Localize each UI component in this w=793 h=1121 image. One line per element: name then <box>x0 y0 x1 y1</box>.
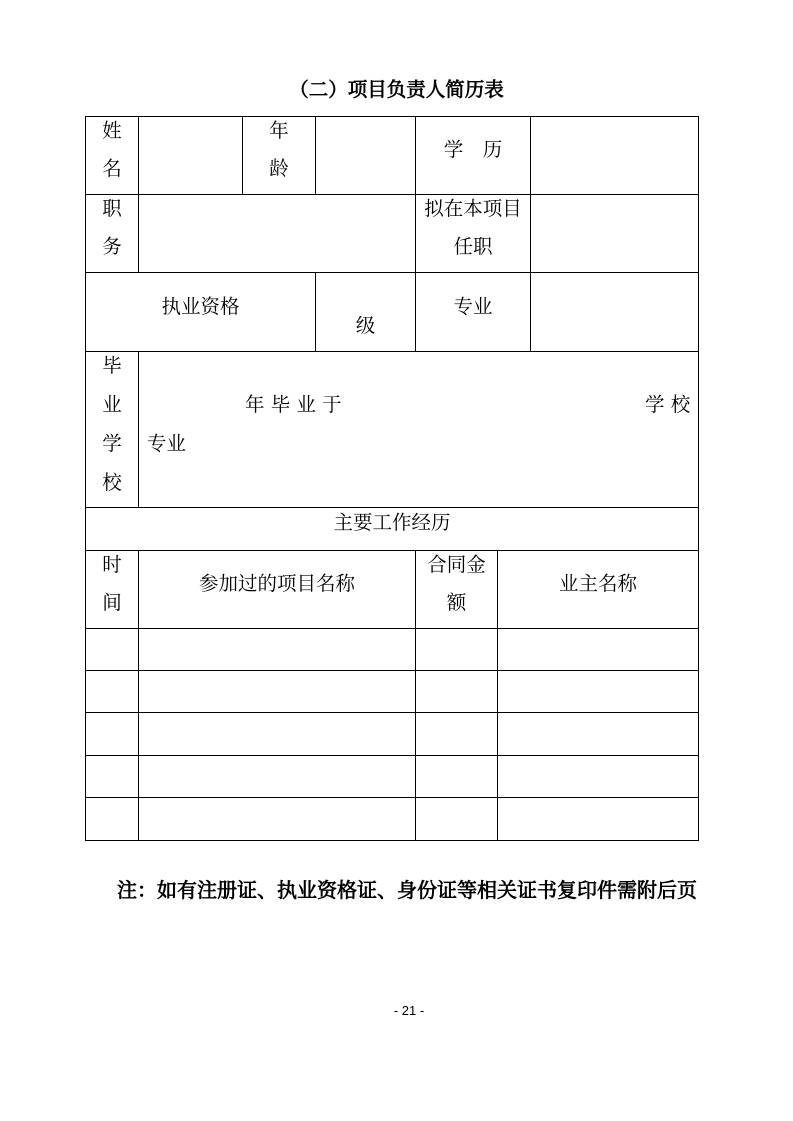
school-label: 毕业学校 <box>102 354 122 494</box>
level-label: 级 <box>355 314 376 337</box>
contract-amount-cell <box>415 670 498 713</box>
owner-name-cell <box>497 670 699 713</box>
time-cell <box>85 797 139 841</box>
age-value-cell <box>315 116 416 195</box>
major-label: 专业 <box>453 295 493 318</box>
contract-amount-header: 合同金额 <box>427 553 486 614</box>
work-experience-header-cell <box>85 507 699 551</box>
graduated-from-text: 年 毕 业 于 <box>245 393 342 416</box>
name-label: 姓名 <box>102 119 122 180</box>
owner-name-cell <box>497 628 699 671</box>
major-value-cell <box>530 272 699 352</box>
qualification-label: 执业资格 <box>161 295 240 318</box>
school-suffix-text: 学 校 <box>645 393 691 416</box>
attachment-note: 注：如有注册证、执业资格证、身份证等相关证书复印件需附后页 <box>117 878 697 902</box>
page-title: （二）项目负责人简历表 <box>289 78 504 101</box>
contract-amount-cell <box>415 797 498 841</box>
project-name-header-cell <box>138 550 416 629</box>
education-label: 学 历 <box>443 138 503 161</box>
project-name-cell <box>138 797 416 841</box>
project-name-cell <box>138 755 416 798</box>
position-label: 职务 <box>102 197 122 258</box>
contract-amount-cell <box>415 755 498 798</box>
owner-name-header: 业主名称 <box>558 572 637 595</box>
position-value-cell <box>138 194 416 273</box>
time-cell <box>85 755 139 798</box>
owner-name-cell <box>497 755 699 798</box>
qualification-label-cell <box>85 272 316 352</box>
time-cell <box>85 670 139 713</box>
proposed-role-label-cell <box>415 194 531 273</box>
education-label-cell <box>415 116 531 195</box>
contract-amount-cell <box>415 712 498 756</box>
contract-amount-cell <box>415 628 498 671</box>
owner-name-header-cell <box>497 550 699 629</box>
time-cell <box>85 628 139 671</box>
school-value-cell <box>138 351 699 508</box>
time-header: 时间 <box>102 553 122 614</box>
page-number: - 21 - <box>393 1003 425 1018</box>
major-label-cell <box>415 272 531 352</box>
time-header-cell <box>85 550 139 629</box>
major-suffix-text: 专业 <box>147 432 187 455</box>
work-experience-header: 主要工作经历 <box>333 511 451 534</box>
owner-name-cell <box>497 797 699 841</box>
time-cell <box>85 712 139 756</box>
level-cell <box>315 272 416 352</box>
project-name-cell <box>138 712 416 756</box>
school-label-cell <box>85 351 139 508</box>
contract-amount-header-cell <box>415 550 498 629</box>
proposed-role-value-cell <box>530 194 699 273</box>
age-label-cell <box>242 116 316 195</box>
name-value-cell <box>138 116 243 195</box>
position-label-cell <box>85 194 139 273</box>
education-value-cell <box>530 116 699 195</box>
proposed-role-label: 拟在本项目任职 <box>424 197 522 258</box>
name-label-cell <box>85 116 139 195</box>
project-name-cell <box>138 628 416 671</box>
project-name-cell <box>138 670 416 713</box>
project-name-header: 参加过的项目名称 <box>198 572 355 595</box>
owner-name-cell <box>497 712 699 756</box>
age-label: 年龄 <box>269 119 289 180</box>
